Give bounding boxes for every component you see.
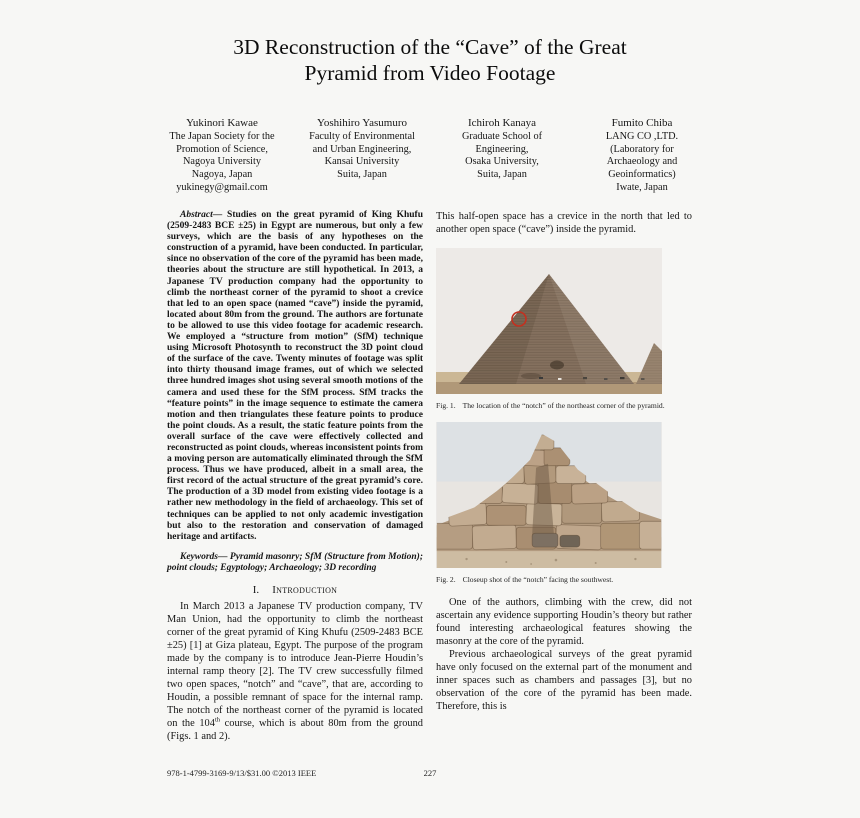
figure-1-caption-text: The location of the “notch” of the northeast corner of the pyramid. — [462, 401, 665, 410]
two-column-body — [167, 210, 693, 743]
figure-2-notch-photo — [436, 422, 662, 568]
author-1 — [152, 117, 292, 195]
keywords-paragraph — [167, 552, 423, 574]
left-column — [167, 210, 423, 743]
figure-2-caption — [436, 575, 692, 584]
intro-superscript: th — [214, 716, 220, 724]
author-affiliation-line: Faculty of Environmental — [309, 130, 415, 142]
footer-copyright: 978-1-4799-3169-9/13/$31.00 ©2013 IEEE — [167, 768, 317, 778]
author-affiliation-line: and Urban Engineering, — [312, 143, 412, 155]
intro-text-post: course, which is about 80m from the ground (Figs. 1 and 2). — [167, 718, 423, 742]
figure-1-caption — [436, 401, 692, 410]
author-affiliation-line: Graduate School of — [461, 130, 543, 142]
author-name: Ichiroh Kanaya — [467, 117, 537, 129]
right-column — [436, 210, 692, 743]
section-heading-introduction — [167, 584, 423, 596]
author-affiliation-line: Promotion of Science, — [176, 143, 268, 155]
figure-2-caption-label: Fig. 2. — [436, 575, 456, 584]
author-affiliation-line: The Japan Society for the — [169, 130, 275, 142]
author-affiliation-line: Nagoya, Japan — [191, 169, 253, 181]
author-affiliation-line: Archaeology and — [606, 156, 678, 168]
section-title: Introduction — [272, 584, 338, 596]
abstract-text: Studies on the great pyramid of King Khufu (2509-2483 BCE ±25) in Egypt are numerous, but only a few surveys, which are the basis of any hypotheses on the construction of a pyramid, have been conducted. In particular, since no observation of the core of the pyramid has been made, theories about the structure are still hypothetical. In 2013, a Japanese TV production company had the opportunity to climb the northeast corner of the pyramid to shoot a crevice that led to an open space (named “cave”) inside the pyramid, located about 80m from the ground. The authors are fortunate to be allowed to use this video footage for academic research. We employed a “structure from motion” (SfM) technique using Microsoft Photosynth to reconstruct the 3D point cloud of the surface of the cave. Twenty minutes of footage was split into thirty thousand image frames, out of which we selected three hundred images shot using several smooth motions of the camera and used these for the SfM process. SfM tracks the “feature points” in the image sequence to estimate the camera motion and then triangulates these feature points to produce the point clouds. As a result, the static feature points from the overall surface of the cave were effectively collected and reconstructed as point clouds, whereas inconsistent points from a moving person are automatically eliminated through the SfM process. Thus we have produced, albeit in a small area, the first record of the actual structure of the great pyramid’s core. The production of a 3D model from existing video footage is a rather new methodology in the field of archaeology. This set of techniques can be applied to not only academic investigation but also to the restoration and conservation of damaged heritage and artifacts. — [167, 210, 423, 542]
author-2 — [292, 117, 432, 195]
author-affiliation-line: LANG CO ,LTD. — [605, 130, 679, 142]
figure-1-caption-label: Fig. 1. — [436, 401, 456, 410]
right-paragraph-1: One of the authors, climbing with the crew, did not ascertain any evidence supporting Houdin’s theory but rather found interesting archaeological features showing the masonry at the core of the pyramid. — [436, 597, 692, 647]
author-affiliation-line: (Laboratory for — [610, 143, 674, 155]
figure-1 — [436, 248, 692, 410]
right-top-paragraph: This half-open space has a crevice in the north that led to another open space (“cave”) inside the pyramid. — [436, 211, 692, 235]
author-affiliation-line: Iwate, Japan — [616, 181, 668, 193]
section-number: I. — [252, 584, 260, 596]
author-name: Yoshihiro Yasumuro — [317, 117, 407, 129]
abstract-label: Abstract— — [180, 210, 223, 220]
author-affiliation-line: Suita, Japan — [337, 169, 387, 181]
title-line-2: Pyramid from Video Footage — [304, 61, 556, 85]
footer-page-number: 227 — [423, 768, 437, 778]
intro-text-pre: In March 2013 a Japanese TV production company, TV Man Union, had the opportunity to climb the northeast corner of the great pyramid of King Khufu (2509-2483 BCE ±25) [1] at Giza plateau, Egypt. The purpose of the program made by the company is to introduce Jean-Pierre Houdin’s internal ramp theory [2]. The TV crew successfully filmed two open spaces, “notch” and “cave”, that are, according to Houdin, a possible remnant of space for the internal ramp. The notch of the northeast corner of the pyramid is located on the 104 — [167, 601, 423, 729]
author-affiliation-line: Engineering, — [475, 143, 529, 155]
author-block-row — [152, 117, 712, 195]
right-paragraph-2: Previous archaeological surveys of the great pyramid have only focused on the external part of the monument and inner spaces such as chambers and passages [3], but no observation of the core of the pyramid has been made. Therefore, this is — [436, 649, 692, 712]
author-affiliation-line: Osaka University, — [465, 156, 539, 168]
figure-1-pyramid-photo — [436, 248, 662, 394]
figure-2-caption-text: Closeup shot of the “notch” facing the southwest. — [462, 575, 614, 584]
author-affiliation-line: Kansai University — [324, 156, 400, 168]
author-4 — [572, 117, 712, 195]
keywords-label: Keywords— — [180, 551, 228, 562]
author-affiliation-line: Geoinformatics) — [608, 169, 676, 181]
author-email: yukinegy@gmail.com — [176, 181, 268, 193]
author-affiliation-line: Suita, Japan — [477, 169, 527, 181]
author-name: Yukinori Kawae — [186, 117, 258, 129]
page-title — [0, 34, 860, 86]
author-affiliation-line: Nagoya University — [182, 156, 262, 168]
figure-2 — [436, 422, 692, 584]
keywords-text: Pyramid masonry; SfM (Structure from Motion); point clouds; Egyptology; Archaeology; 3D recording — [167, 551, 423, 573]
intro-paragraph — [167, 600, 423, 743]
title-line-1: 3D Reconstruction of the “Cave” of the Great — [233, 35, 627, 59]
author-name: Fumito Chiba — [611, 117, 673, 129]
abstract-paragraph — [167, 210, 423, 543]
author-3 — [432, 117, 572, 195]
